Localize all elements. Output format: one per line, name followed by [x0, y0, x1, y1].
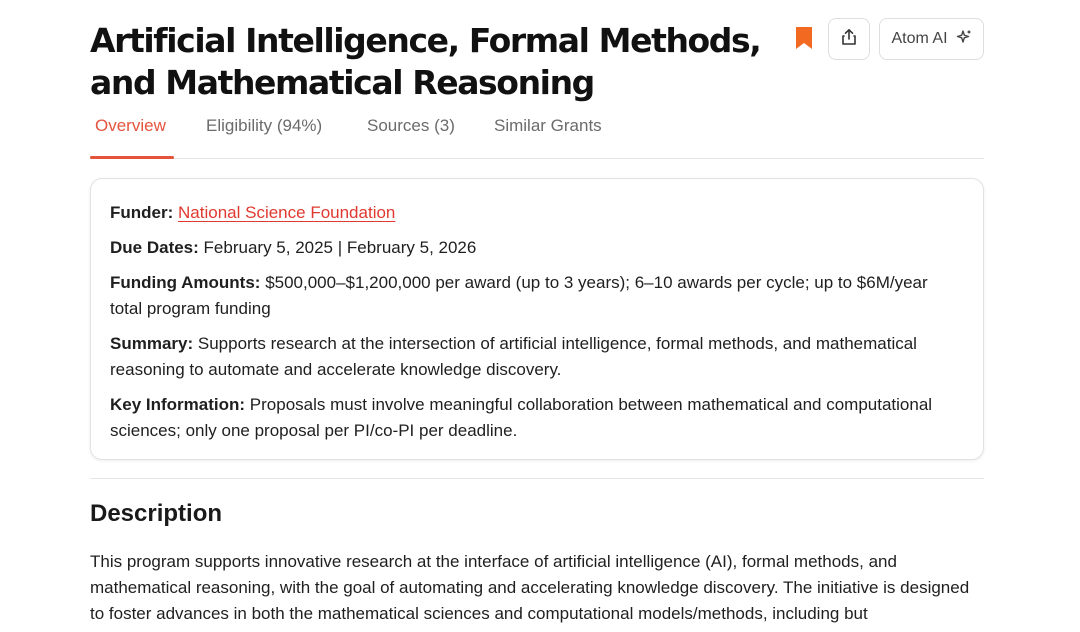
tab-sources[interactable]: Sources (3)	[367, 116, 455, 135]
page-header	[90, 18, 984, 102]
bookmark-icon[interactable]	[795, 26, 813, 50]
summary-label: Summary:	[110, 334, 194, 353]
active-tab-indicator	[90, 156, 174, 159]
sparkle-icon	[956, 29, 972, 50]
funding-value: $500,000–$1,200,000 per award (up to 3 years); 6–10 awards per cycle; up to $6M/year total program funding	[110, 273, 928, 318]
tab-similar-grants[interactable]: Similar Grants	[494, 116, 602, 135]
key-info-row	[110, 392, 964, 444]
funder-row	[110, 200, 964, 226]
description-heading: Description	[90, 500, 223, 527]
description-text: This program supports innovative research at the interface of artificial intelligence (AI), formal methods, and mathematical reasoning, with the goal of automating and accelerating knowledge discovery. The initiative is designed to foster advances in both the mathematical sciences and computational models/methods, including but	[90, 552, 970, 623]
funder-label: Funder:	[110, 203, 174, 222]
due-dates-label: Due Dates:	[110, 238, 199, 257]
funder-link[interactable]: National Science Foundation	[178, 203, 396, 222]
atom-ai-label: Atom AI	[891, 30, 948, 47]
tab-eligibility[interactable]: Eligibility (94%)	[206, 116, 323, 135]
share-icon	[840, 28, 858, 51]
summary-row	[110, 331, 964, 383]
section-divider	[90, 478, 984, 479]
overview-card	[90, 178, 984, 460]
atom-ai-button[interactable]	[879, 18, 984, 60]
due-dates-row	[110, 235, 964, 261]
funding-label: Funding Amounts:	[110, 273, 261, 292]
share-button[interactable]	[828, 18, 870, 60]
key-info-value: Proposals must involve meaningful collaboration between mathematical and computational sciences; only one proposal per PI/co-PI per deadline.	[110, 395, 933, 440]
summary-value: Supports research at the intersection of artificial intelligence, formal methods, and mathematical reasoning to automate and accelerate knowledge discovery.	[110, 334, 917, 379]
due-dates-value: February 5, 2025 | February 5, 2026	[203, 238, 477, 257]
key-info-label: Key Information:	[110, 395, 246, 414]
page-title: Artificial Intelligence, Formal Methods, and Mathematical Reasoning	[90, 21, 761, 102]
tab-bar	[90, 108, 984, 159]
funding-row	[110, 270, 964, 322]
tab-overview[interactable]: Overview	[95, 116, 166, 135]
